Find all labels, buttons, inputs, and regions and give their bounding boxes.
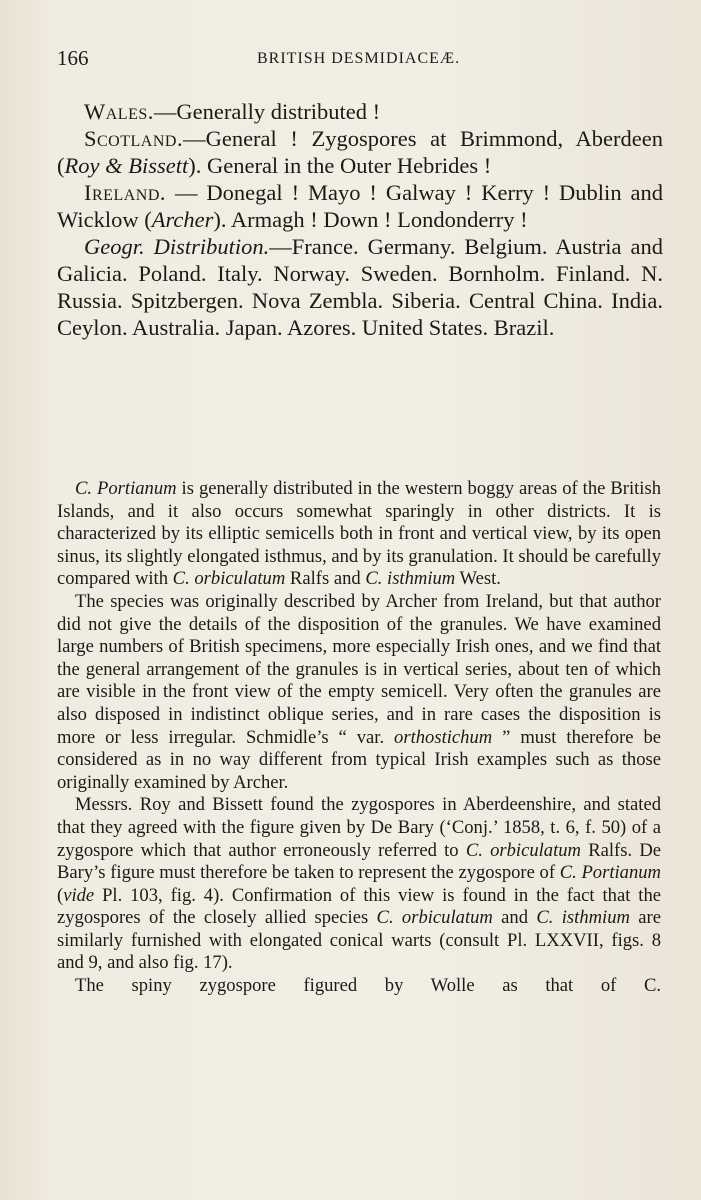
text-run: are similarly furnished with elongated conical warts (consult Pl. LXXVII, figs. 8 and 9, and also fig. 17).: [57, 907, 661, 974]
text-run: is generally distributed in the western boggy areas of the British Islands, and it also occurs somewhat sparingly in other districts. It is characterized by its elliptic semicells both in front and vertical view, by its open sinus, its slightly elongated isthmus, and by its granulation. It should be carefully compared with: [57, 478, 661, 590]
region-text: —France. Germany. Belgium. Austria and Galicia. Poland. Italy. Norway. Sweden. Bornholm. Finland. N. Russia. Spitzbergen. Nova Zembla. Siberia. Central China. India. Ceylon. Australia. Japan. Azores. United States. Brazil.: [57, 234, 663, 340]
body-text: [57, 478, 661, 998]
region-label: Scotland.: [84, 126, 184, 151]
running-title: BRITISH DESMIDIACEÆ.: [257, 50, 461, 67]
species-name: C. orbiculatum: [172, 568, 286, 590]
paragraph-4: [57, 975, 661, 998]
species-name: C. isthmium: [536, 907, 630, 929]
text-run: (: [57, 884, 64, 906]
distribution-ireland: [57, 179, 663, 233]
region-label: Geogr. Distribution.: [84, 234, 270, 259]
text-run: The spiny zygospore figured by Wolle as that of C.: [75, 975, 661, 997]
region-label: Wales.: [84, 99, 154, 124]
species-name: C. isthmium: [365, 568, 456, 590]
page-number: 166: [57, 46, 89, 70]
latin-term: vide: [63, 884, 95, 906]
variety-name: orthostichum: [394, 726, 493, 748]
text-run: West.: [455, 568, 501, 590]
distribution-section: [57, 98, 663, 341]
paragraph-1: [57, 478, 661, 591]
page-header: [57, 46, 657, 76]
text-run: and: [492, 907, 537, 929]
distribution-geographic: [57, 233, 663, 341]
species-name: C. orbiculatum: [465, 839, 581, 861]
region-text: —Generally distributed !: [153, 99, 381, 124]
species-name: C. Portianum: [559, 862, 661, 884]
distribution-scotland: [57, 125, 663, 179]
region-text: ). General in the Outer Hebrides !: [188, 153, 492, 178]
species-name: C. orbiculatum: [376, 907, 493, 929]
region-text: ). Armagh ! Down ! Londonderry !: [213, 207, 528, 232]
species-name: C. Portianum: [75, 478, 177, 499]
region-text: —General ! Zygospores at Brimmond, Aberdeen (: [57, 126, 663, 178]
paragraph-3: [57, 794, 661, 975]
text-run: ” must therefore be considered as in no way different from typical Irish examples such as those originally examined by Archer.: [57, 726, 661, 793]
text-run: The species was originally described by Archer from Ireland, but that author did not give the details of the disposition of the granules. We have examined large numbers of British specimens, more especially Irish ones, and we find that the general arrangement of the granules is in vertical series, about ten of which are visible in the front view of the empty semicell. Very often the granules are also disposed in indistinct oblique series, and in rare cases the disposition is more or less irregular. Schmidle’s “ var.: [57, 590, 661, 748]
citation: Archer: [151, 207, 214, 232]
paragraph-2: [57, 591, 661, 794]
text-run: Ralfs. De Bary’s figure must therefore be taken to represent the zygospore of: [57, 839, 661, 884]
citation: Roy & Bissett: [64, 153, 189, 178]
text-run: Pl. 103, fig. 4). Confirmation of this view is found in the fact that the zygospores of the closely allied species: [57, 884, 661, 929]
text-run: Ralfs and: [285, 568, 366, 590]
region-text: — Donegal ! Mayo ! Galway ! Kerry ! Dublin and Wicklow (: [57, 180, 663, 232]
region-label: Ireland.: [84, 180, 167, 205]
text-run: Messrs. Roy and Bissett found the zygospores in Aberdeenshire, and stated that they agreed with the figure given by De Bary (‘Conj.’ 1858, t. 6, f. 50) of a zygospore which that author erroneously referred to: [57, 794, 661, 861]
distribution-wales: [57, 98, 663, 125]
